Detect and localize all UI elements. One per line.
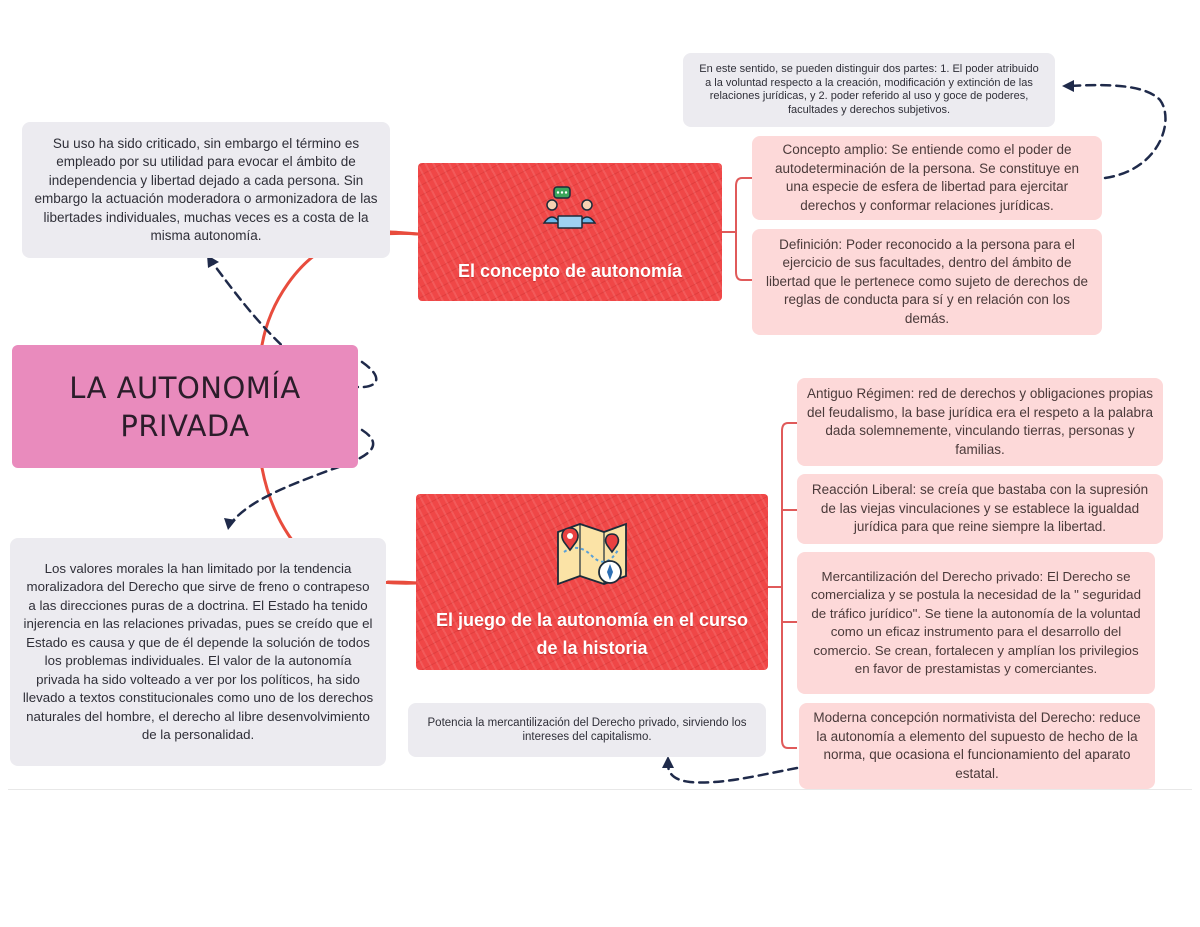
dashed-arrow-moderna-to-potencia bbox=[668, 764, 797, 783]
topic-concepto-autonomia[interactable] bbox=[418, 163, 722, 301]
bracket-topic2 bbox=[782, 423, 797, 748]
main-title-box[interactable] bbox=[12, 345, 358, 468]
note-valores-morales[interactable] bbox=[10, 538, 386, 766]
topic-label: El concepto de autonomía bbox=[457, 261, 683, 281]
note-uso-criticado[interactable] bbox=[22, 122, 390, 258]
note-text: Antiguo Régimen: red de derechos y obligaciones propias del feudalismo, la base jurídica era el respeto a la palabra dada solemnemente, vinculando tierras, personas y familias. bbox=[807, 386, 1153, 457]
meeting-people-icon bbox=[540, 183, 600, 235]
arrowhead-potencia bbox=[662, 756, 674, 768]
note-text: Mercantilización del Derecho privado: El Derecho se comercializa y se postula la necesidad de la " seguridad de tráfico jurídico". Se tiene la autonomía de la voluntad como un eficaz instrumento para el desarrollo del comercio. Se crean, fortalecen y amplían los privilegios en favor de prestamistas y comerciantes. bbox=[811, 568, 1141, 676]
main-title: LA AUTONOMÍA PRIVADA bbox=[69, 370, 301, 443]
note-mercantilizacion[interactable] bbox=[797, 552, 1155, 694]
connector-topic2-to-valores bbox=[388, 582, 418, 583]
note-reaccion-liberal[interactable] bbox=[797, 474, 1163, 544]
note-text: Los valores morales la han limitado por la tendencia moralizadora del Derecho que sirve de freno o contrapeso a las direcciones puras de a doctrina. El Estado ha tenido injerencia en las relaciones privadas, pues se creído que el Estado es causa y que de él depende la solución de todos los problemas individuales. El valor de la autonomía privada ha sido volteado a ver por los políticos, ha sido llevado a textos constitucionales como uno de los derechos naturales del hombre, el derecho al libre desenvolvimiento de la personalidad. bbox=[22, 560, 374, 742]
note-dos-partes[interactable] bbox=[683, 53, 1055, 127]
note-potencia[interactable] bbox=[408, 703, 766, 757]
topic-label: El juego de la autonomía en el curso de la historia bbox=[435, 610, 749, 658]
note-concepto-amplio[interactable] bbox=[752, 136, 1102, 220]
note-text: Concepto amplio: Se entiende como el poder de autodeterminación de la persona. Se constituye en una especie de esfera de libertad para ejercitar derechos y conformar relaciones jurídicas. bbox=[775, 142, 1079, 213]
note-definicion[interactable] bbox=[752, 229, 1102, 335]
note-text: Definición: Poder reconocido a la persona para el ejercicio de sus facultades, dentro del ámbito de libertad que le pertenece como sujeto de derechos de reglas de conducta para sí y en relación con los demás. bbox=[766, 236, 1088, 326]
note-antiguo-regimen[interactable] bbox=[797, 378, 1163, 466]
arrowhead-partes bbox=[1062, 80, 1074, 92]
topic-juego-autonomia[interactable] bbox=[416, 494, 768, 670]
note-text: Reacción Liberal: se creía que bastaba con la supresión de las viejas vinculaciones y se establece la igualdad jurídica para que reine siempre la libertad. bbox=[811, 482, 1149, 535]
arrowhead-valores bbox=[224, 518, 236, 530]
map-location-icon bbox=[548, 512, 636, 592]
note-text: En este sentido, se pueden distinguir dos partes: 1. El poder atribuido a la voluntad respecto a la creación, modificación y extinción de las relaciones jurídicas, y 2. poder referido al uso y goce de poderes, facultades y derechos subjetivos. bbox=[699, 63, 1039, 116]
note-text: Su uso ha sido criticado, sin embargo el término es empleado por su utilidad para evocar el ámbito de independencia y libertad dejado a cada persona. Sin embargo la actuación moderadora o armonizadora de las libertades individuales, muchas veces es a costa de la misma autonomía. bbox=[34, 135, 378, 243]
note-text: Moderna concepción normativista del Derecho: reduce la autonomía a elemento del supuesto de hecho de la norma, que ocasiona el funcionamiento del aparato estatal. bbox=[813, 710, 1141, 781]
note-text: Potencia la mercantilización del Derecho privado, sirviendo los intereses del capitalismo. bbox=[427, 716, 747, 743]
bracket-topic1 bbox=[736, 178, 752, 280]
canvas-bottom-divider bbox=[8, 789, 1192, 790]
note-moderna-concepcion[interactable] bbox=[799, 703, 1155, 789]
